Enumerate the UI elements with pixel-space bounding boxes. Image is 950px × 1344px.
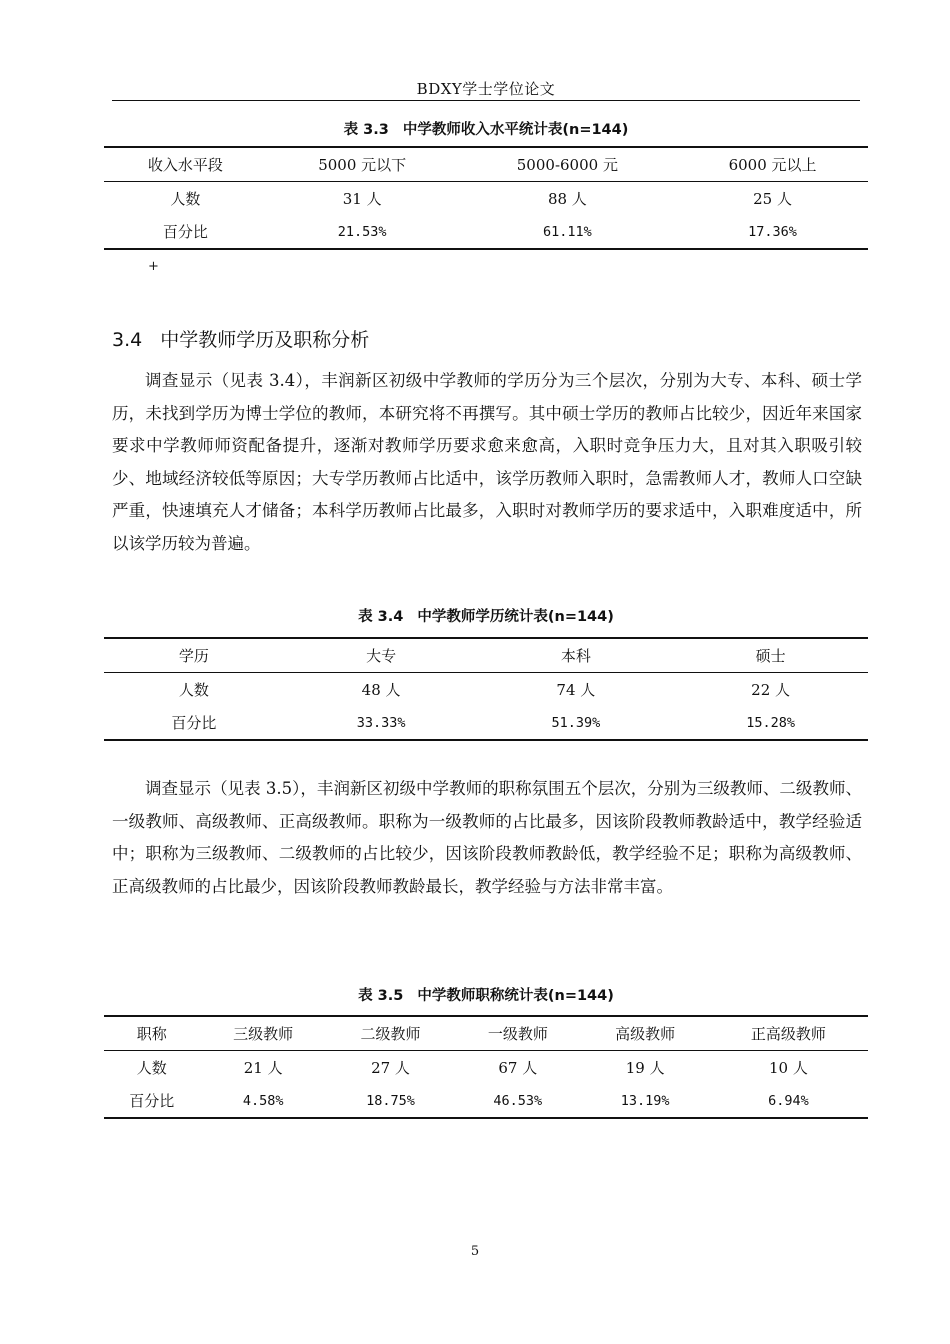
- paragraph-title-rank: 调查显示（见表 3.5），丰润新区初级中学教师的职称氛围五个层次，分别为三级教师、二级教师、一级教师、高级教师、正高级教师。职称为一级教师的占比最多，因该阶段教师教龄适中，教学经验适中；职称为三级教师、二级教师的占比较少，因该阶段教师教龄低，教学经验不足；职称为高级教师、正高级教师的占比最少，因该阶段教师教龄最长，教学经验与方法非常丰富。: [112, 779, 862, 896]
- table-cell: 百分比: [104, 215, 267, 249]
- table-header-cell: 硕士: [673, 638, 868, 673]
- table-cell: 人数: [178, 681, 209, 699]
- table-header-cell: 收入水平段: [104, 147, 267, 182]
- table-3-5-caption: [104, 984, 868, 1005]
- table-row: [104, 1084, 868, 1118]
- table-header-cell: 高级教师: [581, 1016, 708, 1051]
- table-cell: 21.53%: [267, 215, 458, 249]
- table-3-5: [104, 1015, 868, 1119]
- table-header-cell: 大专: [284, 638, 479, 673]
- table-row: [104, 706, 868, 740]
- table-row: [104, 673, 868, 707]
- header-rule: [112, 100, 860, 101]
- table-header-cell: 三级教师: [200, 1016, 327, 1051]
- table-cell: 百分比: [104, 706, 284, 740]
- table-cell: 人数: [136, 1059, 167, 1077]
- table-cell: 21 人: [243, 1059, 283, 1077]
- table-header-cell: 5000-6000 元: [458, 147, 678, 182]
- paragraph-education: 调查显示（见表 3.4），丰润新区初级中学教师的学历分为三个层次，分别为大专、本科、硕士学历，未找到学历为博士学位的教师，本研究将不再撰写。其中硕士学历的教师占比较少，因近年来国家要求中学教师师资配备提升，逐渐对教师学历要求愈来愈高，入职时竞争压力大，且对其入职吸引较少、地域经济较低等原因；大专学历教师占比适中，该学历教师入职时，急需教师人才，教师人口空缺严重，快速填充人才储备；本科学历教师占比最多，入职时对教师学历的要求适中，入职难度适中，所以该学历较为普遍。: [112, 371, 862, 553]
- table-cell: 33.33%: [284, 706, 479, 740]
- table-header-row: [104, 638, 868, 673]
- page-number: 5: [470, 1244, 480, 1259]
- table-cell: 17.36%: [677, 215, 868, 249]
- table-cell: 27 人: [371, 1059, 410, 1077]
- table-header-cell: 6000 元以上: [677, 147, 868, 182]
- table-3-3-caption-number: 表 3.3: [343, 122, 389, 138]
- table-cell: 74 人: [556, 681, 596, 699]
- table-cell: 6.94%: [709, 1084, 868, 1118]
- running-header: BDXY学士学位论文: [416, 80, 556, 98]
- table-header-cell: 5000 元以下: [267, 147, 458, 182]
- table-3-4-caption: [104, 605, 868, 626]
- table-header-cell: 一级教师: [454, 1016, 581, 1051]
- table-cell: 88 人: [547, 190, 587, 208]
- table-cell: 25 人: [753, 190, 792, 208]
- table-cell: 31 人: [342, 190, 382, 208]
- table-header-cell: 二级教师: [327, 1016, 454, 1051]
- table-header-cell: 职称: [104, 1016, 200, 1051]
- table-3-3: [104, 146, 868, 250]
- table-cell: 48 人: [361, 681, 401, 699]
- table-cell: 51.39%: [478, 706, 673, 740]
- table-3-4: [104, 637, 868, 741]
- table-cell: 19 人: [625, 1059, 665, 1077]
- table-header-row: [104, 147, 868, 182]
- table-header-row: [104, 1016, 868, 1051]
- table-row: [104, 1051, 868, 1085]
- table-cell: 18.75%: [327, 1084, 454, 1118]
- table-3-3-caption-text: 中学教师收入水平统计表(n=144): [402, 122, 629, 138]
- table-row: [104, 215, 868, 249]
- table-3-3-caption: [104, 118, 868, 139]
- table-header-cell: 学历: [104, 638, 284, 673]
- table-cell: 百分比: [104, 1084, 200, 1118]
- table-row: [104, 182, 868, 216]
- table-cell: 61.11%: [458, 215, 678, 249]
- table-3-5-caption-text: 中学教师职称统计表(n=144): [417, 988, 614, 1004]
- table-3-4-caption-number: 表 3.4: [358, 609, 404, 625]
- table-cell: 10 人: [768, 1059, 808, 1077]
- table-cell: 22 人: [751, 681, 791, 699]
- table-cell: 67 人: [498, 1059, 538, 1077]
- plus-mark: +: [148, 259, 159, 274]
- table-cell: 15.28%: [673, 706, 868, 740]
- section-number: 3.4: [112, 329, 143, 351]
- section-title: 中学教师学历及职称分析: [160, 329, 370, 351]
- table-cell: 46.53%: [454, 1084, 581, 1118]
- table-3-5-caption-number: 表 3.5: [358, 988, 404, 1004]
- section-heading: [112, 325, 369, 352]
- table-header-cell: 正高级教师: [709, 1016, 868, 1051]
- table-3-4-caption-text: 中学教师学历统计表(n=144): [417, 609, 614, 625]
- table-header-cell: 本科: [478, 638, 673, 673]
- table-cell: 4.58%: [200, 1084, 327, 1118]
- table-cell: 13.19%: [581, 1084, 708, 1118]
- table-cell: 人数: [170, 190, 201, 208]
